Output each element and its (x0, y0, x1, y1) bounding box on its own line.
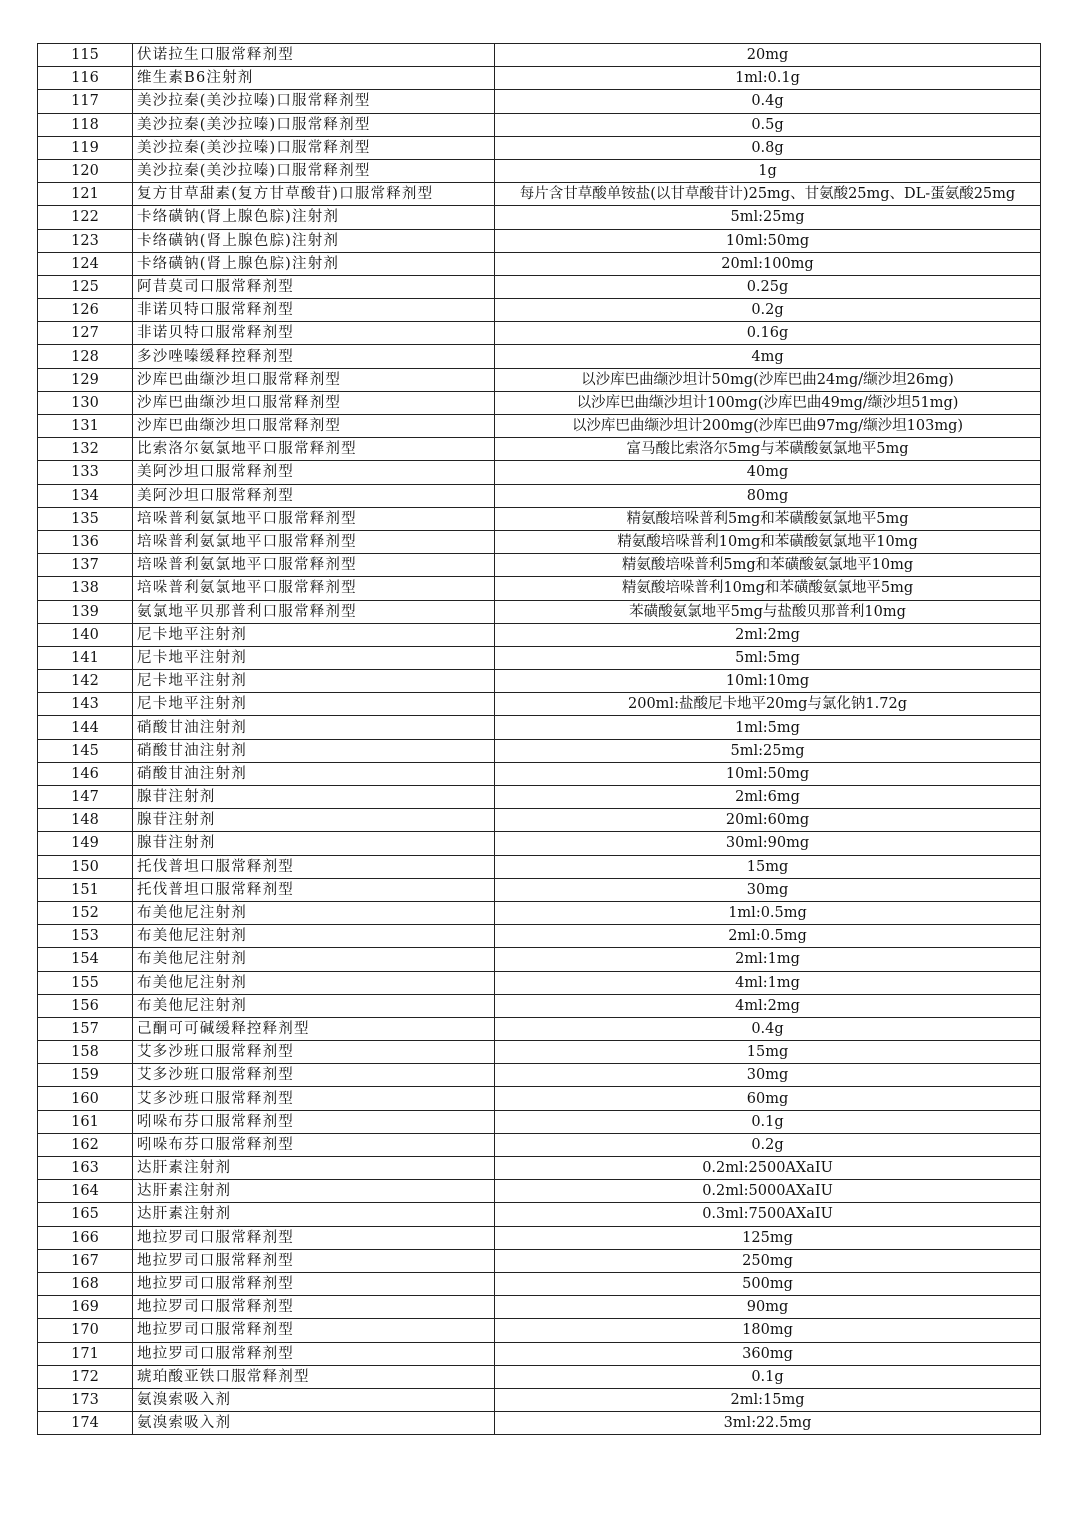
row-number: 173 (38, 1388, 133, 1411)
drug-spec: 0.16g (495, 322, 1041, 345)
table-row (38, 136, 1041, 159)
table-row (38, 484, 1041, 507)
row-number: 167 (38, 1249, 133, 1272)
drug-name: 非诺贝特口服常释剂型 (133, 299, 495, 322)
row-number: 168 (38, 1272, 133, 1295)
drug-spec: 1ml:5mg (495, 716, 1041, 739)
drug-spec: 20ml:60mg (495, 809, 1041, 832)
row-number: 122 (38, 206, 133, 229)
drug-name: 多沙唑嗪缓释控释剂型 (133, 345, 495, 368)
drug-name: 非诺贝特口服常释剂型 (133, 322, 495, 345)
table-row (38, 345, 1041, 368)
drug-spec: 0.2ml:2500AXaIU (495, 1157, 1041, 1180)
row-number: 120 (38, 159, 133, 182)
row-number: 150 (38, 855, 133, 878)
drug-spec: 20mg (495, 44, 1041, 67)
table-row (38, 461, 1041, 484)
row-number: 156 (38, 994, 133, 1017)
drug-name: 腺苷注射剂 (133, 832, 495, 855)
row-number: 143 (38, 693, 133, 716)
row-number: 146 (38, 762, 133, 785)
drug-name: 尼卡地平注射剂 (133, 623, 495, 646)
table-row (38, 809, 1041, 832)
table-row (38, 1388, 1041, 1411)
drug-spec: 4ml:2mg (495, 994, 1041, 1017)
row-number: 116 (38, 67, 133, 90)
drug-name: 尼卡地平注射剂 (133, 646, 495, 669)
table-row (38, 90, 1041, 113)
drug-spec: 20ml:100mg (495, 252, 1041, 275)
drug-name: 尼卡地平注射剂 (133, 670, 495, 693)
table-row (38, 530, 1041, 553)
row-number: 152 (38, 901, 133, 924)
row-number: 174 (38, 1412, 133, 1435)
drug-spec: 10ml:50mg (495, 762, 1041, 785)
table-row (38, 1412, 1041, 1435)
table-row (38, 925, 1041, 948)
table-row (38, 1296, 1041, 1319)
row-number: 149 (38, 832, 133, 855)
row-number: 126 (38, 299, 133, 322)
drug-name: 达肝素注射剂 (133, 1157, 495, 1180)
drug-spec: 80mg (495, 484, 1041, 507)
drug-spec: 苯磺酸氨氯地平5mg与盐酸贝那普利10mg (495, 600, 1041, 623)
table-row (38, 1133, 1041, 1156)
drug-spec: 5ml:25mg (495, 739, 1041, 762)
row-number: 129 (38, 368, 133, 391)
row-number: 160 (38, 1087, 133, 1110)
row-number: 118 (38, 113, 133, 136)
drug-name: 布美他尼注射剂 (133, 901, 495, 924)
drug-name: 艾多沙班口服常释剂型 (133, 1064, 495, 1087)
table-row (38, 275, 1041, 298)
drug-spec: 0.8g (495, 136, 1041, 159)
table-row (38, 1110, 1041, 1133)
table-row (38, 1365, 1041, 1388)
row-number: 163 (38, 1157, 133, 1180)
drug-spec: 1g (495, 159, 1041, 182)
drug-spec: 精氨酸培哚普利10mg和苯磺酸氨氯地平10mg (495, 530, 1041, 553)
row-number: 158 (38, 1041, 133, 1064)
drug-spec: 0.2g (495, 1133, 1041, 1156)
drug-name: 氨溴索吸入剂 (133, 1388, 495, 1411)
drug-spec: 0.2ml:5000AXaIU (495, 1180, 1041, 1203)
table-row (38, 994, 1041, 1017)
table-row (38, 600, 1041, 623)
row-number: 130 (38, 391, 133, 414)
drug-name: 维生素B6注射剂 (133, 67, 495, 90)
drug-spec: 2ml:6mg (495, 786, 1041, 809)
table-row (38, 1272, 1041, 1295)
row-number: 121 (38, 183, 133, 206)
drug-spec: 以沙库巴曲缬沙坦计200mg(沙库巴曲97mg/缬沙坦103mg) (495, 415, 1041, 438)
drug-name: 地拉罗司口服常释剂型 (133, 1226, 495, 1249)
row-number: 139 (38, 600, 133, 623)
row-number: 151 (38, 878, 133, 901)
drug-name: 己酮可可碱缓释控释剂型 (133, 1017, 495, 1040)
drug-name: 复方甘草甜素(复方甘草酸苷)口服常释剂型 (133, 183, 495, 206)
table-row (38, 1041, 1041, 1064)
drug-spec: 0.1g (495, 1365, 1041, 1388)
drug-name: 卡络磺钠(肾上腺色腙)注射剂 (133, 252, 495, 275)
row-number: 117 (38, 90, 133, 113)
row-number: 125 (38, 275, 133, 298)
drug-name: 培哚普利氨氯地平口服常释剂型 (133, 554, 495, 577)
drug-name: 美沙拉秦(美沙拉嗪)口服常释剂型 (133, 113, 495, 136)
drug-name: 腺苷注射剂 (133, 809, 495, 832)
table-row (38, 67, 1041, 90)
row-number: 132 (38, 438, 133, 461)
drug-name: 吲哚布芬口服常释剂型 (133, 1133, 495, 1156)
row-number: 128 (38, 345, 133, 368)
drug-spec: 0.2g (495, 299, 1041, 322)
drug-name: 卡络磺钠(肾上腺色腙)注射剂 (133, 206, 495, 229)
drug-name: 沙库巴曲缬沙坦口服常释剂型 (133, 391, 495, 414)
document-page (37, 43, 1041, 1435)
drug-spec: 60mg (495, 1087, 1041, 1110)
drug-spec: 4ml:1mg (495, 971, 1041, 994)
row-number: 131 (38, 415, 133, 438)
drug-spec: 0.1g (495, 1110, 1041, 1133)
drug-spec: 180mg (495, 1319, 1041, 1342)
table-row (38, 577, 1041, 600)
drug-name: 伏诺拉生口服常释剂型 (133, 44, 495, 67)
drug-name: 培哚普利氨氯地平口服常释剂型 (133, 577, 495, 600)
drug-name: 地拉罗司口服常释剂型 (133, 1272, 495, 1295)
drug-name: 硝酸甘油注射剂 (133, 739, 495, 762)
table-row (38, 299, 1041, 322)
drug-name: 氨氯地平贝那普利口服常释剂型 (133, 600, 495, 623)
drug-spec: 精氨酸培哚普利10mg和苯磺酸氨氯地平5mg (495, 577, 1041, 600)
drug-spec: 1ml:0.5mg (495, 901, 1041, 924)
row-number: 159 (38, 1064, 133, 1087)
drug-table (37, 43, 1041, 1435)
drug-spec: 1ml:0.1g (495, 67, 1041, 90)
table-row (38, 252, 1041, 275)
table-row (38, 878, 1041, 901)
row-number: 162 (38, 1133, 133, 1156)
drug-name: 布美他尼注射剂 (133, 948, 495, 971)
drug-name: 美沙拉秦(美沙拉嗪)口服常释剂型 (133, 90, 495, 113)
drug-spec: 0.3ml:7500AXaIU (495, 1203, 1041, 1226)
drug-name: 托伐普坦口服常释剂型 (133, 855, 495, 878)
drug-spec: 2ml:2mg (495, 623, 1041, 646)
drug-name: 地拉罗司口服常释剂型 (133, 1342, 495, 1365)
drug-name: 吲哚布芬口服常释剂型 (133, 1110, 495, 1133)
drug-name: 美阿沙坦口服常释剂型 (133, 461, 495, 484)
drug-name: 比索洛尔氨氯地平口服常释剂型 (133, 438, 495, 461)
row-number: 123 (38, 229, 133, 252)
drug-spec: 以沙库巴曲缬沙坦计50mg(沙库巴曲24mg/缬沙坦26mg) (495, 368, 1041, 391)
table-row (38, 44, 1041, 67)
drug-name: 沙库巴曲缬沙坦口服常释剂型 (133, 368, 495, 391)
table-row (38, 1017, 1041, 1040)
drug-name: 美沙拉秦(美沙拉嗪)口服常释剂型 (133, 136, 495, 159)
drug-spec: 90mg (495, 1296, 1041, 1319)
row-number: 142 (38, 670, 133, 693)
table-row (38, 646, 1041, 669)
table-body (38, 44, 1041, 1435)
row-number: 172 (38, 1365, 133, 1388)
table-row (38, 1226, 1041, 1249)
drug-name: 沙库巴曲缬沙坦口服常释剂型 (133, 415, 495, 438)
table-row (38, 554, 1041, 577)
table-row (38, 855, 1041, 878)
table-row (38, 159, 1041, 182)
table-row (38, 901, 1041, 924)
drug-spec: 30mg (495, 1064, 1041, 1087)
table-row (38, 716, 1041, 739)
drug-name: 艾多沙班口服常释剂型 (133, 1087, 495, 1110)
drug-name: 地拉罗司口服常释剂型 (133, 1249, 495, 1272)
row-number: 155 (38, 971, 133, 994)
table-row (38, 1249, 1041, 1272)
table-row (38, 1342, 1041, 1365)
row-number: 148 (38, 809, 133, 832)
drug-name: 腺苷注射剂 (133, 786, 495, 809)
table-row (38, 183, 1041, 206)
drug-name: 阿昔莫司口服常释剂型 (133, 275, 495, 298)
drug-spec: 以沙库巴曲缬沙坦计100mg(沙库巴曲49mg/缬沙坦51mg) (495, 391, 1041, 414)
drug-name: 达肝素注射剂 (133, 1180, 495, 1203)
drug-spec: 4mg (495, 345, 1041, 368)
table-row (38, 438, 1041, 461)
drug-name: 硝酸甘油注射剂 (133, 762, 495, 785)
drug-name: 达肝素注射剂 (133, 1203, 495, 1226)
table-row (38, 322, 1041, 345)
drug-spec: 每片含甘草酸单铵盐(以甘草酸苷计)25mg、甘氨酸25mg、DL-蛋氨酸25mg (495, 183, 1041, 206)
row-number: 138 (38, 577, 133, 600)
table-row (38, 1087, 1041, 1110)
drug-name: 氨溴索吸入剂 (133, 1412, 495, 1435)
drug-spec: 10ml:50mg (495, 229, 1041, 252)
row-number: 119 (38, 136, 133, 159)
drug-name: 尼卡地平注射剂 (133, 693, 495, 716)
row-number: 127 (38, 322, 133, 345)
row-number: 136 (38, 530, 133, 553)
drug-name: 地拉罗司口服常释剂型 (133, 1296, 495, 1319)
table-row (38, 1157, 1041, 1180)
row-number: 166 (38, 1226, 133, 1249)
row-number: 134 (38, 484, 133, 507)
table-row (38, 739, 1041, 762)
drug-spec: 0.4g (495, 90, 1041, 113)
drug-name: 美沙拉秦(美沙拉嗪)口服常释剂型 (133, 159, 495, 182)
drug-name: 布美他尼注射剂 (133, 971, 495, 994)
drug-spec: 15mg (495, 855, 1041, 878)
row-number: 135 (38, 507, 133, 530)
drug-name: 布美他尼注射剂 (133, 925, 495, 948)
table-row (38, 1319, 1041, 1342)
drug-spec: 0.25g (495, 275, 1041, 298)
row-number: 165 (38, 1203, 133, 1226)
drug-spec: 15mg (495, 1041, 1041, 1064)
row-number: 133 (38, 461, 133, 484)
row-number: 161 (38, 1110, 133, 1133)
drug-spec: 精氨酸培哚普利5mg和苯磺酸氨氯地平10mg (495, 554, 1041, 577)
drug-spec: 360mg (495, 1342, 1041, 1365)
drug-spec: 10ml:10mg (495, 670, 1041, 693)
drug-spec: 250mg (495, 1249, 1041, 1272)
table-row (38, 1203, 1041, 1226)
drug-name: 硝酸甘油注射剂 (133, 716, 495, 739)
drug-name: 卡络磺钠(肾上腺色腙)注射剂 (133, 229, 495, 252)
row-number: 144 (38, 716, 133, 739)
row-number: 115 (38, 44, 133, 67)
drug-spec: 2ml:15mg (495, 1388, 1041, 1411)
drug-name: 布美他尼注射剂 (133, 994, 495, 1017)
table-row (38, 368, 1041, 391)
table-row (38, 113, 1041, 136)
row-number: 153 (38, 925, 133, 948)
drug-spec: 2ml:1mg (495, 948, 1041, 971)
drug-spec: 富马酸比索洛尔5mg与苯磺酸氨氯地平5mg (495, 438, 1041, 461)
drug-spec: 3ml:22.5mg (495, 1412, 1041, 1435)
table-row (38, 971, 1041, 994)
drug-spec: 200ml:盐酸尼卡地平20mg与氯化钠1.72g (495, 693, 1041, 716)
drug-name: 地拉罗司口服常释剂型 (133, 1319, 495, 1342)
drug-spec: 2ml:0.5mg (495, 925, 1041, 948)
row-number: 147 (38, 786, 133, 809)
table-row (38, 507, 1041, 530)
table-row (38, 948, 1041, 971)
table-row (38, 693, 1041, 716)
table-row (38, 229, 1041, 252)
table-row (38, 623, 1041, 646)
table-row (38, 415, 1041, 438)
table-row (38, 670, 1041, 693)
row-number: 170 (38, 1319, 133, 1342)
drug-spec: 500mg (495, 1272, 1041, 1295)
drug-spec: 0.5g (495, 113, 1041, 136)
row-number: 140 (38, 623, 133, 646)
row-number: 124 (38, 252, 133, 275)
drug-spec: 5ml:5mg (495, 646, 1041, 669)
row-number: 164 (38, 1180, 133, 1203)
drug-spec: 40mg (495, 461, 1041, 484)
row-number: 141 (38, 646, 133, 669)
drug-name: 培哚普利氨氯地平口服常释剂型 (133, 530, 495, 553)
table-row (38, 832, 1041, 855)
table-row (38, 786, 1041, 809)
row-number: 169 (38, 1296, 133, 1319)
table-row (38, 1064, 1041, 1087)
drug-name: 琥珀酸亚铁口服常释剂型 (133, 1365, 495, 1388)
row-number: 145 (38, 739, 133, 762)
table-row (38, 391, 1041, 414)
table-row (38, 762, 1041, 785)
drug-spec: 30ml:90mg (495, 832, 1041, 855)
drug-name: 美阿沙坦口服常释剂型 (133, 484, 495, 507)
row-number: 171 (38, 1342, 133, 1365)
table-row (38, 1180, 1041, 1203)
drug-spec: 0.4g (495, 1017, 1041, 1040)
table-row (38, 206, 1041, 229)
drug-name: 培哚普利氨氯地平口服常释剂型 (133, 507, 495, 530)
drug-spec: 5ml:25mg (495, 206, 1041, 229)
drug-name: 艾多沙班口服常释剂型 (133, 1041, 495, 1064)
row-number: 157 (38, 1017, 133, 1040)
drug-spec: 125mg (495, 1226, 1041, 1249)
drug-spec: 30mg (495, 878, 1041, 901)
row-number: 137 (38, 554, 133, 577)
row-number: 154 (38, 948, 133, 971)
drug-spec: 精氨酸培哚普利5mg和苯磺酸氨氯地平5mg (495, 507, 1041, 530)
drug-name: 托伐普坦口服常释剂型 (133, 878, 495, 901)
